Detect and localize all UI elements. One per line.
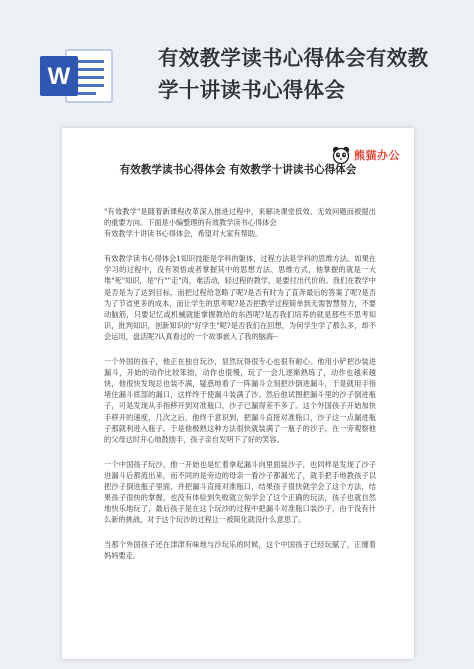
svg-text:W: W (47, 63, 71, 90)
document-body (104, 206, 376, 570)
brand-name: 熊猫办公 (354, 149, 400, 162)
page-title: 有效教学读书心得体会有效教 学十讲读书心得体会 (158, 46, 429, 102)
word-document-icon (40, 46, 114, 106)
paragraph: 有效教学读书心得体会1知识技能是学科的躯体，过程方法是学科的思维方法。如果在学习的过程中，没有领悟或者掌握其中的思想方法、思维方式，他掌握的就是一大堆"死"知识，是"行""走"肉，难活动，轻过程的教学，是要付出代价的。我们在教学中是否是为了达到目标，而把过程给忽略了呢?是否有时为了直奔最后的答案了呢?是否为了节省更多的成本，而让学生的思考呢?是否把教学过程简单到无需智慧努力，不要动脑筋，只要记忆或机械就能掌握教给的东西呢?是否我们培养的就是那些不思考知识，批判知识，创新知识的"好学生"呢?是否我们在回想，为何学生学了都么多，却不会运用，盘活呢?认真看过的一个故事嵌入了我的脑海-- (104, 254, 376, 341)
paragraph: 一个外国的孩子，他正在独自玩沙，显然玩得很专心也很有耐心。他用小铲把沙装进漏斗，开始的动作比较笨拙，动作也很慢，玩了一会儿逐渐熟练了，动作也越来越快，他很快发现总也装不满，疑惑地看了一阵漏斗立刻把沙倒进漏斗，于是就用手指堵住漏斗底部的漏口，这样终于使漏斗装满了沙。然后他试图把漏斗里的沙子倒进瓶子，可是发现从手指移开到对准瓶口，沙子已漏得差不多了。这个外国孩子开始加快手移开的速度，几次之后，他终于意识到，把漏斗直接对准瓶口，沙子这一点漏进瓶子那就利进入瓶子。于是他极熟这种方法很快就装满了一瓶子的沙子，在一旁观察他的父母这时开心地鼓励手，孩子亲自发明下了好的笑容。 (104, 357, 376, 444)
document-title: 有效教学读书心得体会 有效教学十讲读书心得体会 (119, 164, 357, 176)
document-page (62, 128, 414, 659)
page-header (0, 0, 474, 120)
paragraph: 一个中国孩子玩沙，他一开始也是忙着拿起漏斗向里面装沙子，也同样是发现了沙子进漏斗后都流出来，而不同的是旁边的母亲一看沙子都漏光了，就手把手地教孩子以把沙子倒进瓶子里面，并把漏斗直接对准瓶口，结果孩子很快就学会了这个方法，结果孩子很快的掌握，也没有体验到失败就立刻学会了这个正确的玩法，孩子也就自然地快乐地玩了，最后孩子是在这个玩沙的过程中把漏斗对准瓶口装沙子，由于没有什么新的挑战，对于这个玩沙的过程让一被简化就没什么意思了。 (104, 459, 376, 525)
paragraph: "有效教学"是随着新课程改革深入推进过程中，来解决课堂低效、无效问题而被提出的重要方向。下面是小编整理的有效教学读书心得体会 有效教学十讲读书心得体会，希望对大家有帮助。 (104, 207, 376, 239)
paragraph: 当那个外国孩子还在津津有味地与沙玩乐的时候，这个中国孩子已经玩腻了，正缠着妈妈要走。 (104, 540, 376, 561)
